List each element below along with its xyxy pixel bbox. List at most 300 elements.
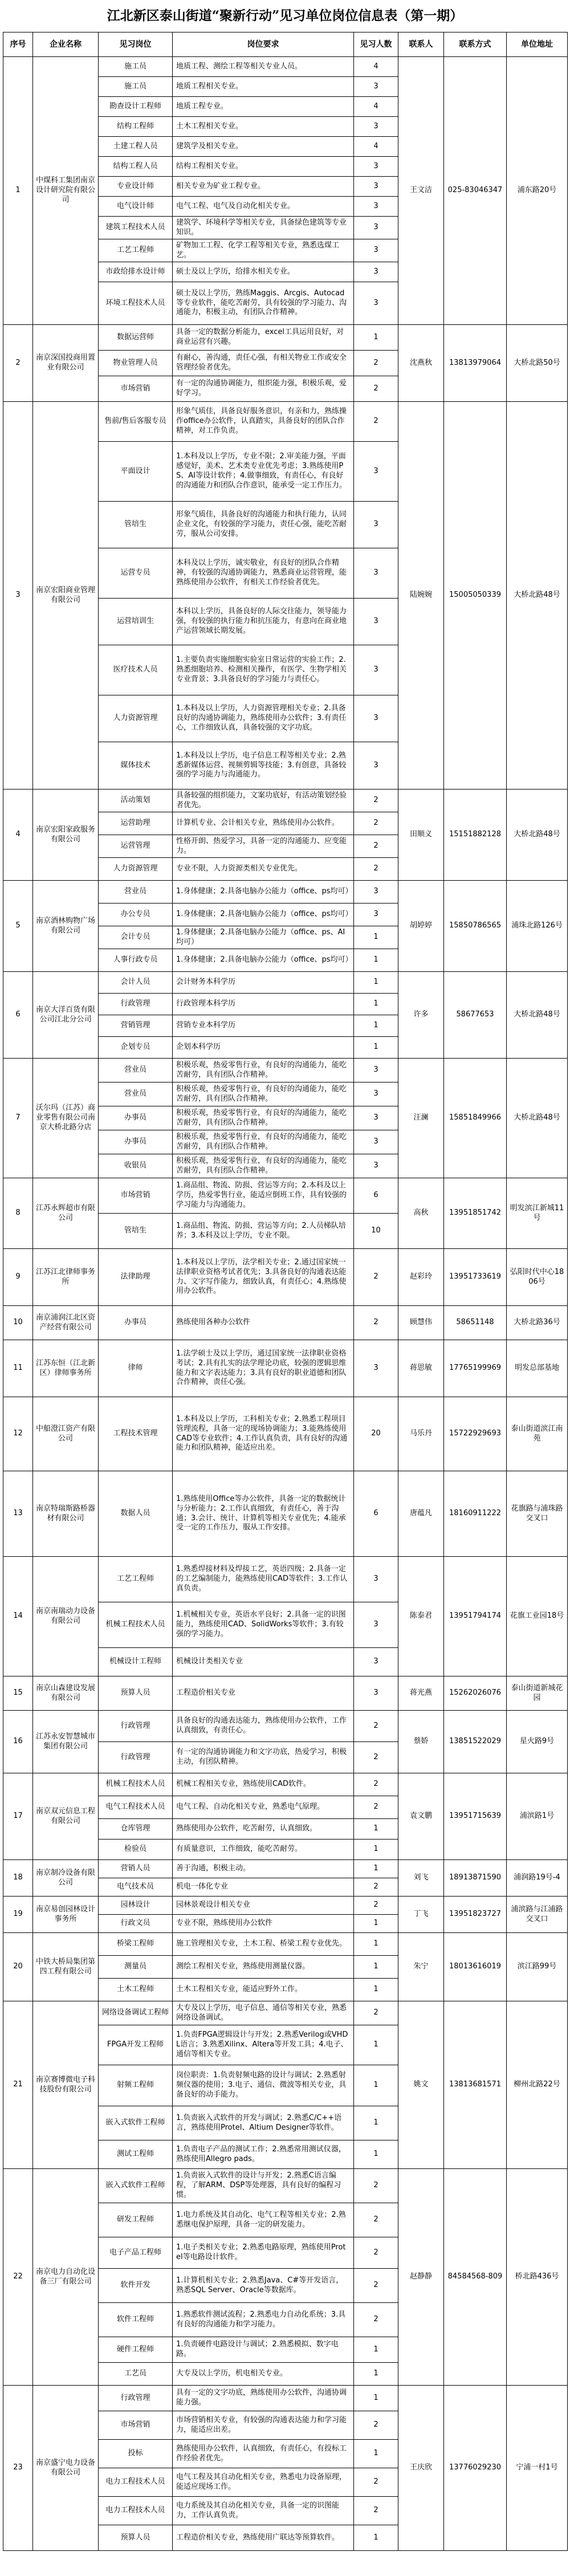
company-index: 15: [3, 1676, 33, 1711]
position-count: 3: [354, 1340, 398, 1397]
position-requirement: 矿物加工工程、化学工程等相关专业，熟悉选煤工艺。: [173, 239, 354, 262]
contact-phone: 58651148: [444, 1306, 507, 1340]
contact-person: 陆婉婉: [398, 402, 444, 790]
table-header: [3, 32, 568, 57]
position-count: 3: [354, 442, 398, 502]
position-requirement: 1.本科及以上学历，法学相关专业；2.通过国家统一法律职业资格考试者优先；3.具备良好的沟通表达能力、文字写作能力，细致认真，有责任心；4.熟练使用办公软件。: [173, 1249, 354, 1306]
table-row: [3, 1249, 568, 1306]
position-title: 工艺工程师: [99, 239, 173, 262]
position-count: 3: [354, 1648, 398, 1676]
position-count: 2: [354, 2468, 398, 2497]
page-title: 江北新区泰山街道“聚新行动”见习单位岗位信息表（第一期）: [107, 8, 463, 23]
position-count: 3: [354, 599, 398, 645]
company-name: 中船澄江资产有限公司: [33, 1397, 99, 1471]
company-address: 泰山街道滨江南苑: [507, 1397, 568, 1471]
position-count: 2: [354, 1742, 398, 1773]
position-requirement: 有一定的沟通协调能力，组织能力强，积极乐观，爱好学习。: [173, 376, 354, 402]
contact-phone: 13776029230: [444, 2386, 507, 2551]
position-count: 3: [354, 157, 398, 177]
position-count: 2: [354, 1878, 398, 1897]
position-requirement: 1.负责嵌入式软件的设计与开发；2.熟悉C语言编程，了解ARM、DSP等处理器，具有良好的编程习惯。: [173, 2169, 354, 2203]
position-count: 4: [354, 137, 398, 157]
company-name: 南京酒林购物广场有限公司: [33, 881, 99, 972]
position-count: 1: [354, 1840, 398, 1860]
position-requirement: 有一定的沟通协调能力和文字功底，热爱学习，积极主动，有团队精神。: [173, 1742, 354, 1773]
position-title: 人力资源管理: [99, 858, 173, 881]
table-row: [3, 2001, 568, 2025]
position-requirement: 1.身体健康；2.具备电脑办公能力（office、ps均可）: [173, 904, 354, 926]
contact-person: 赵静静: [398, 2169, 444, 2386]
contact-person: 汪澜: [398, 1059, 444, 1178]
contact-phone: 025-83046347: [444, 57, 507, 325]
position-count: 1: [354, 1860, 398, 1878]
contact-phone: 18913871590: [444, 1860, 507, 1897]
position-count: 2: [354, 376, 398, 402]
position-count: 1: [354, 2525, 398, 2551]
position-requirement: 营销专业本科学历: [173, 1015, 354, 1037]
position-count: 3: [354, 1676, 398, 1711]
company-index: 10: [3, 1306, 33, 1340]
position-title: 数据运营师: [99, 325, 173, 351]
company-index: 20: [3, 1933, 33, 2001]
position-title: 勘查设计工程师: [99, 97, 173, 117]
table-row: [3, 1676, 568, 1711]
position-requirement: 1.身体健康；2.具备电脑办公能力（office、ps、AI均可）: [173, 926, 354, 949]
position-count: 3: [354, 645, 398, 695]
position-requirement: 相关专业为矿业工程专业。: [173, 177, 354, 197]
contact-phone: 13951794174: [444, 1557, 507, 1676]
position-title: 行政文员: [99, 1915, 173, 1933]
position-requirement: 行政管理本科学历: [173, 994, 354, 1015]
position-requirement: 1.负责FPGA逻辑设计与开发；2.熟悉Verilog或VHDL语言；3.熟悉Xilinx、Altera等开发工具；4.电子、通信等相关专业。: [173, 2025, 354, 2065]
table-row: [3, 325, 568, 351]
company-name: 南京山森建设发展有限公司: [33, 1676, 99, 1711]
position-requirement: 积极乐观，热爱零售行业，有良好的沟通能力，能吃苦耐劳，具有团队合作精神。: [173, 1083, 354, 1106]
position-count: 3: [354, 77, 398, 97]
position-title: 工艺工程师: [99, 1557, 173, 1602]
position-requirement: 电气工程、电气及自动化相关专业。: [173, 197, 354, 217]
position-title: 运营培训生: [99, 599, 173, 645]
position-title: 行政管理: [99, 994, 173, 1015]
position-count: 1: [354, 2140, 398, 2169]
contact-phone: 13951733619: [444, 1249, 507, 1306]
company-index: 3: [3, 402, 33, 790]
position-requirement: 1.熟悉软件测试流程；2.熟悉电力自动化系统；3.具有良好的沟通能力和学习能力。: [173, 2303, 354, 2337]
position-title: 电子产品工程师: [99, 2237, 173, 2269]
position-count: 3: [354, 1130, 398, 1154]
position-title: 活动策划: [99, 790, 173, 812]
position-requirement: 1.本科及以上学历，工科相关专业；2.熟悉工程项目管理流程，具备一定的现场协调能力；3.能熟练使用CAD等专业软件；4.工作认真负责，具有良好的沟通能力和团队精神，能适应出差。: [173, 1397, 354, 1471]
contact-phone: 58677653: [444, 972, 507, 1059]
contact-phone: 13951851742: [444, 1178, 507, 1249]
position-count: 3: [354, 239, 398, 262]
company-address: 星火路9号: [507, 1711, 568, 1773]
position-count: 3: [354, 217, 398, 239]
contact-person: 蒋光燕: [398, 1676, 444, 1711]
position-count: 2: [354, 2411, 398, 2440]
position-title: 预算人员: [99, 2525, 173, 2551]
position-title: 营业员: [99, 1059, 173, 1083]
position-count: 3: [354, 1083, 398, 1106]
position-title: 平面设计: [99, 442, 173, 502]
position-requirement: 有耐心，善沟通，责任心强，有相关物业工作或安全管理经验者优先。: [173, 351, 354, 376]
position-count: 6: [354, 1178, 398, 1214]
position-count: 2: [354, 1796, 398, 1819]
position-title: 人事行政专员: [99, 949, 173, 972]
position-title: 电力工程技术人员: [99, 2468, 173, 2497]
position-title: 仓库管理: [99, 1819, 173, 1840]
contact-phone: 15005050339: [444, 402, 507, 790]
position-count: 2: [354, 2203, 398, 2237]
position-count: 1: [354, 1915, 398, 1933]
contact-person: 沈燕秋: [398, 325, 444, 402]
position-requirement: 具有一定的文字功底，熟练使用办公软件，沟通协调能力强。: [173, 2386, 354, 2411]
table-row: [3, 57, 568, 77]
company-address: 大桥北路48号: [507, 1059, 568, 1178]
position-count: 3: [354, 881, 398, 904]
position-title: 建筑工程技术人员: [99, 217, 173, 239]
position-title: 企划专员: [99, 1037, 173, 1059]
contact-person: 袁文鹏: [398, 1773, 444, 1860]
position-title: 行政管理: [99, 2386, 173, 2411]
position-title: 市政给排水设计师: [99, 262, 173, 282]
position-title: 营业员: [99, 1083, 173, 1106]
position-title: 工艺员: [99, 2363, 173, 2386]
contact-person: 陈泰君: [398, 1557, 444, 1676]
position-requirement: 电力系统及其自动化相关专业，具备一定的识图能力，工作认真负责。: [173, 2497, 354, 2525]
position-count: 2: [354, 1773, 398, 1796]
position-count: 1: [354, 325, 398, 351]
position-requirement: 1.负责电子产品的测试工作；2.熟悉常用测试仪器，熟练使用Allegro pads。: [173, 2140, 354, 2169]
table-row: [3, 1397, 568, 1471]
contact-person: 朱宁: [398, 1933, 444, 2001]
position-title: 市场营销: [99, 2411, 173, 2440]
contact-person: 胡婷婷: [398, 881, 444, 972]
position-title: 办事员: [99, 1106, 173, 1130]
header-count: 见习人数: [354, 32, 398, 57]
company-name: 南京宏阳商业管理有限公司: [33, 402, 99, 790]
position-requirement: 建筑学及相关专业。: [173, 137, 354, 157]
contact-phone: 13951715639: [444, 1773, 507, 1860]
company-index: 6: [3, 972, 33, 1059]
position-requirement: 本科及以上学历，诚实敬业，有良好的团队合作精神，有较强的沟通协调能力，熟悉商业运营管理，能熟练使用办公软件，有相关工作经验者优先。: [173, 548, 354, 599]
position-title: 软件工程师: [99, 2303, 173, 2337]
contact-phone: 15262026076: [444, 1676, 507, 1711]
position-requirement: 积极乐观，热爱零售行业，有良好的沟通能力，能吃苦耐劳，具有团队合作精神。: [173, 1059, 354, 1083]
contact-phone: 13813979064: [444, 325, 507, 402]
header-index: 序号: [3, 32, 33, 57]
position-requirement: 具备一定的数据分析能力，excel工具运用良好，对商业运营有兴趣。: [173, 325, 354, 351]
company-address: 大桥北路36号: [507, 1306, 568, 1340]
position-title: 机械工程技术人员: [99, 1773, 173, 1796]
table-row: [3, 1306, 568, 1340]
position-count: 1: [354, 2363, 398, 2386]
position-requirement: 硕士及以上学历，给排水相关专业。: [173, 262, 354, 282]
header-position: 见习岗位: [99, 32, 173, 57]
position-count: 1: [354, 926, 398, 949]
company-name: 南京盛宁电力设备有限公司: [33, 2386, 99, 2551]
company-name: 南京浦润江北区资产经营有限公司: [33, 1306, 99, 1340]
position-title: 运营专员: [99, 548, 173, 599]
company-address: 花旗路与浦珠路交叉口: [507, 1471, 568, 1557]
position-title: 办公专员: [99, 904, 173, 926]
company-address: 浦东路20号: [507, 57, 568, 325]
position-count: 1: [354, 2065, 398, 2106]
position-title: 数据人员: [99, 1471, 173, 1557]
table-row: [3, 972, 568, 994]
table-row: [3, 881, 568, 904]
contact-person: 姚文: [398, 2001, 444, 2169]
position-title: 人力资源管理: [99, 695, 173, 742]
position-requirement: 企划本科学历: [173, 1037, 354, 1059]
header-row: [3, 32, 568, 57]
position-title: 律师: [99, 1340, 173, 1397]
position-title: 运营助理: [99, 812, 173, 835]
header-address: 单位地址: [507, 32, 568, 57]
position-requirement: 地质工程、测绘工程等相关专业人员。: [173, 57, 354, 77]
company-index: 4: [3, 790, 33, 881]
company-address: 浦润路19号-4: [507, 1860, 568, 1897]
header-contact: 联系人: [398, 32, 444, 57]
position-requirement: 积极乐观，热爱零售行业，有良好的沟通能力，能吃苦耐劳，具有团队合作精神。: [173, 1154, 354, 1178]
position-requirement: 本科以上学历，具备良好的人际交往能力，领导能力强，有较强的执行能力和抗压能力，有意向在商业地产运营领域长期发展。: [173, 599, 354, 645]
table-row: [3, 2169, 568, 2203]
position-requirement: 机械工程相关专业，熟练使用CAD软件。: [173, 1773, 354, 1796]
position-requirement: 积极乐观，热爱零售行业，有良好的沟通能力，能吃苦耐劳，具有团队合作精神。: [173, 1130, 354, 1154]
position-title: 售前/售后客服专员: [99, 402, 173, 442]
position-requirement: 工程造价相关专业: [173, 1676, 354, 1711]
company-index: 21: [3, 2001, 33, 2169]
position-requirement: 建筑学、环境科学等相关专业，具备绿色建筑等专业知识。: [173, 217, 354, 239]
position-title: 硬件工程师: [99, 2337, 173, 2363]
position-count: 3: [354, 502, 398, 548]
company-address: 浦珠北路126号: [507, 881, 568, 972]
company-index: 13: [3, 1471, 33, 1557]
position-requirement: 1.电力系统及其自动化、电气工程等相关专业；2.熟悉继电保护原理，具备一定的研发能力。: [173, 2203, 354, 2237]
position-requirement: 具备较强的组织能力，文案功底好，有活动策划经验者优先。: [173, 790, 354, 812]
position-requirement: 1.身体健康；2.具备电脑办公能力（office、ps均可）: [173, 949, 354, 972]
position-requirement: 1.本科及以上学历，电子信息工程等相关专业；2.熟悉新媒体运营、视频剪辑等技能；3.有创意，具备较强的学习能力与沟通能力。: [173, 742, 354, 790]
position-count: 20: [354, 1397, 398, 1471]
table-row: [3, 1471, 568, 1557]
position-title: 射频工程师: [99, 2065, 173, 2106]
position-title: 营销人员: [99, 1860, 173, 1878]
contact-person: 王庆欣: [398, 2386, 444, 2551]
position-requirement: 1.本科及以上学历，人力资源管理相关专业；2.具备良好的沟通协调能力，熟练使用办公软件；3.有责任心，工作细致认真，具备较强的文字功底。: [173, 695, 354, 742]
company-name: 南京制冷设备有限公司: [33, 1860, 99, 1897]
position-count: 3: [354, 904, 398, 926]
position-count: 3: [354, 262, 398, 282]
position-requirement: 计算机专业、会计相关专业，熟练使用办公软件。: [173, 812, 354, 835]
company-name: 江苏东恒（江北新区）律师事务所: [33, 1340, 99, 1397]
position-title: 法律助理: [99, 1249, 173, 1306]
position-count: 3: [354, 197, 398, 217]
position-count: 2: [354, 2303, 398, 2337]
position-title: 土建工程人员: [99, 137, 173, 157]
position-requirement: 大专及以上学历，机电相关专业。: [173, 2363, 354, 2386]
position-title: 施工员: [99, 77, 173, 97]
company-name: 南京赛博微电子科技股份有限公司: [33, 2001, 99, 2169]
table-row: [3, 402, 568, 442]
company-index: 22: [3, 2169, 33, 2386]
contact-person: 田顺义: [398, 790, 444, 881]
contact-phone: 18013616019: [444, 1933, 507, 2001]
position-title: 管培生: [99, 1214, 173, 1249]
position-requirement: 专业不限，人力资源类相关专业优先。: [173, 858, 354, 881]
company-address: 泰山街道新城花园: [507, 1676, 568, 1711]
position-count: 1: [354, 1819, 398, 1840]
position-title: 机械设计工程师: [99, 1648, 173, 1676]
company-address: 滨江路99号: [507, 1933, 568, 2001]
position-count: 2: [354, 402, 398, 442]
contact-person: 王文洁: [398, 57, 444, 325]
company-address: 明发滨江新城11号: [507, 1178, 568, 1249]
position-title: 营业员: [99, 881, 173, 904]
table-body: [3, 57, 568, 2551]
position-title: 预算人员: [99, 1676, 173, 1711]
position-count: 2: [354, 835, 398, 858]
position-requirement: 市场营销相关专业，有较强的沟通表达能力和学习能力，能适应出差。: [173, 2411, 354, 2440]
company-address: 花旗工业园18号: [507, 1557, 568, 1676]
company-index: 19: [3, 1897, 33, 1933]
position-title: 市场营销: [99, 376, 173, 402]
position-title: 机械工程技术人员: [99, 1602, 173, 1648]
position-requirement: 1.电子类相关专业；2.熟悉电路原理，熟练使用Protel等电路设计软件。: [173, 2237, 354, 2269]
position-title: 会计人员: [99, 972, 173, 994]
position-title: 媒体技术: [99, 742, 173, 790]
position-title: 园林设计: [99, 1897, 173, 1915]
position-count: 2: [354, 1249, 398, 1306]
position-title: 电气工程技术人员: [99, 1796, 173, 1819]
position-count: 3: [354, 1154, 398, 1178]
position-count: 3: [354, 177, 398, 197]
company-address: 柳州北路22号: [507, 2001, 568, 2169]
contact-phone: 17765199969: [444, 1340, 507, 1397]
position-requirement: 工程造价相关专业，熟练使用广联达等预算软件。: [173, 2525, 354, 2551]
position-requirement: 1.机械相关专业，英语水平良好；2.具备一定的识图能力，熟练使用CAD、SolidWorks等软件；3.有较强的学习能力。: [173, 1602, 354, 1648]
position-count: 1: [354, 1015, 398, 1037]
position-requirement: 1.商品组、物流、防损、营运等方向；2.人员梯队培养；3.本科及以上学历，专业不限。: [173, 1214, 354, 1249]
position-requirement: 电气工程、自动化相关专业，熟悉电气原理。: [173, 1796, 354, 1819]
company-address: 浦滨路1号: [507, 1773, 568, 1860]
position-count: 3: [354, 1602, 398, 1648]
header-requirement: 岗位要求: [173, 32, 354, 57]
position-title: 投标: [99, 2440, 173, 2468]
contact-phone: 13851522029: [444, 1711, 507, 1773]
position-requirement: 具备良好的沟通表达能力，熟练使用办公软件，工作认真细致，有责任心。: [173, 1711, 354, 1742]
header-phone: 联系方式: [444, 32, 507, 57]
position-count: 10: [354, 1214, 398, 1249]
table-row: [3, 1711, 568, 1742]
position-count: 4: [354, 57, 398, 77]
contact-person: 蔡娇: [398, 1711, 444, 1773]
table-row: [3, 790, 568, 812]
position-requirement: 机电一体化专业: [173, 1878, 354, 1897]
position-count: 1: [354, 994, 398, 1015]
table-row: [3, 1340, 568, 1397]
position-requirement: 电气工程及其自动化相关专业，熟悉电力设备原理，能适应现场工作。: [173, 2468, 354, 2497]
position-requirement: 1.计算机相关专业；2.熟悉Java、C#等开发语言，熟悉SQL Server、Oracle等数据库。: [173, 2269, 354, 2303]
position-count: 1: [354, 2337, 398, 2363]
contact-person: 丁飞: [398, 1897, 444, 1933]
position-requirement: 1.负责嵌入式软件的开发与调试；2.熟悉C/C++语言，熟练使用Protel、Altium Designer等软件。: [173, 2106, 354, 2140]
contact-person: 高秋: [398, 1178, 444, 1249]
company-index: 23: [3, 2386, 33, 2551]
position-title: 测量员: [99, 1956, 173, 1979]
contact-person: 唐蕴凡: [398, 1471, 444, 1557]
position-title: 收银员: [99, 1154, 173, 1178]
company-index: 18: [3, 1860, 33, 1897]
position-count: 2: [354, 2269, 398, 2303]
company-index: 16: [3, 1711, 33, 1773]
company-name: 南京宏阳家政服务有限公司: [33, 790, 99, 881]
contact-phone: 15851849966: [444, 1059, 507, 1178]
position-count: 3: [354, 695, 398, 742]
position-requirement: 测绘工程相关专业，熟练使用测量仪器。: [173, 1956, 354, 1979]
company-name: 江苏永辉超市有限公司: [33, 1178, 99, 1249]
position-count: 1: [354, 1956, 398, 1979]
position-count: 2: [354, 351, 398, 376]
positions-table: [3, 32, 568, 2551]
company-address: 桥北路436号: [507, 2169, 568, 2386]
position-requirement: 性格开朗、热爱学习，具备一定的沟通能力、应变能力。: [173, 835, 354, 858]
position-count: 1: [354, 2106, 398, 2140]
position-title: 施工员: [99, 57, 173, 77]
position-title: 电气设计师: [99, 197, 173, 217]
contact-phone: 15151882128: [444, 790, 507, 881]
position-count: 3: [354, 1106, 398, 1130]
position-requirement: 积极乐观，热爱零售行业，有良好的沟通能力，能吃苦耐劳，具有团队合作精神。: [173, 1106, 354, 1130]
position-title: 行政管理: [99, 1711, 173, 1742]
position-count: 3: [354, 117, 398, 137]
position-title: 工程技术管理: [99, 1397, 173, 1471]
table-row: [3, 1059, 568, 1083]
position-requirement: 大专及以上学历，电子信息、通信等相关专业，熟悉网络设备调试。: [173, 2001, 354, 2025]
position-title: FPGA开发工程师: [99, 2025, 173, 2065]
position-count: 2: [354, 812, 398, 835]
table-row: [3, 2386, 568, 2411]
company-name: 沃尔玛（江苏）商业零售有限公司南京大桥北路分店: [33, 1059, 99, 1178]
company-name: 中铁大桥局集团第四工程有限公司: [33, 1933, 99, 2001]
position-count: 4: [354, 97, 398, 117]
company-address: 明发总部基地: [507, 1340, 568, 1397]
contact-person: 马乐丹: [398, 1397, 444, 1471]
table-row: [3, 1178, 568, 1214]
table-row: [3, 1933, 568, 1956]
position-requirement: 土木工程相关专业，能适应野外工作。: [173, 1979, 354, 2001]
contact-person: 刘飞: [398, 1860, 444, 1897]
position-title: 结构工程人员: [99, 157, 173, 177]
position-requirement: 地质工程专业。: [173, 97, 354, 117]
contact-person: 许多: [398, 972, 444, 1059]
company-name: 南京特瑞斯路桥器材有限公司: [33, 1471, 99, 1557]
position-requirement: 1.熟悉焊接材料及焊接工艺，英语四级；2.具备一定的工艺编制能力，能熟练使用CAD等软件；3.工作认真负责。: [173, 1557, 354, 1602]
company-index: 9: [3, 1249, 33, 1306]
position-count: 2: [354, 1897, 398, 1915]
position-requirement: 形象气质佳，具备良好的沟通能力和执行能力，认同企业文化，有较强的学习能力，责任心强，能吃苦耐劳，服从公司安排。: [173, 502, 354, 548]
contact-phone: 15722929693: [444, 1397, 507, 1471]
position-count: 3: [354, 548, 398, 599]
position-requirement: 园林景观设计相关专业: [173, 1897, 354, 1915]
company-index: 8: [3, 1178, 33, 1249]
position-title: 营销管理: [99, 1015, 173, 1037]
position-count: 2: [354, 2237, 398, 2269]
position-count: 2: [354, 2001, 398, 2025]
position-title: 市场营销: [99, 1178, 173, 1214]
position-count: 2: [354, 1306, 398, 1340]
position-count: 2: [354, 858, 398, 881]
company-name: 中煤科工集团南京设计研究院有限公司: [33, 57, 99, 325]
